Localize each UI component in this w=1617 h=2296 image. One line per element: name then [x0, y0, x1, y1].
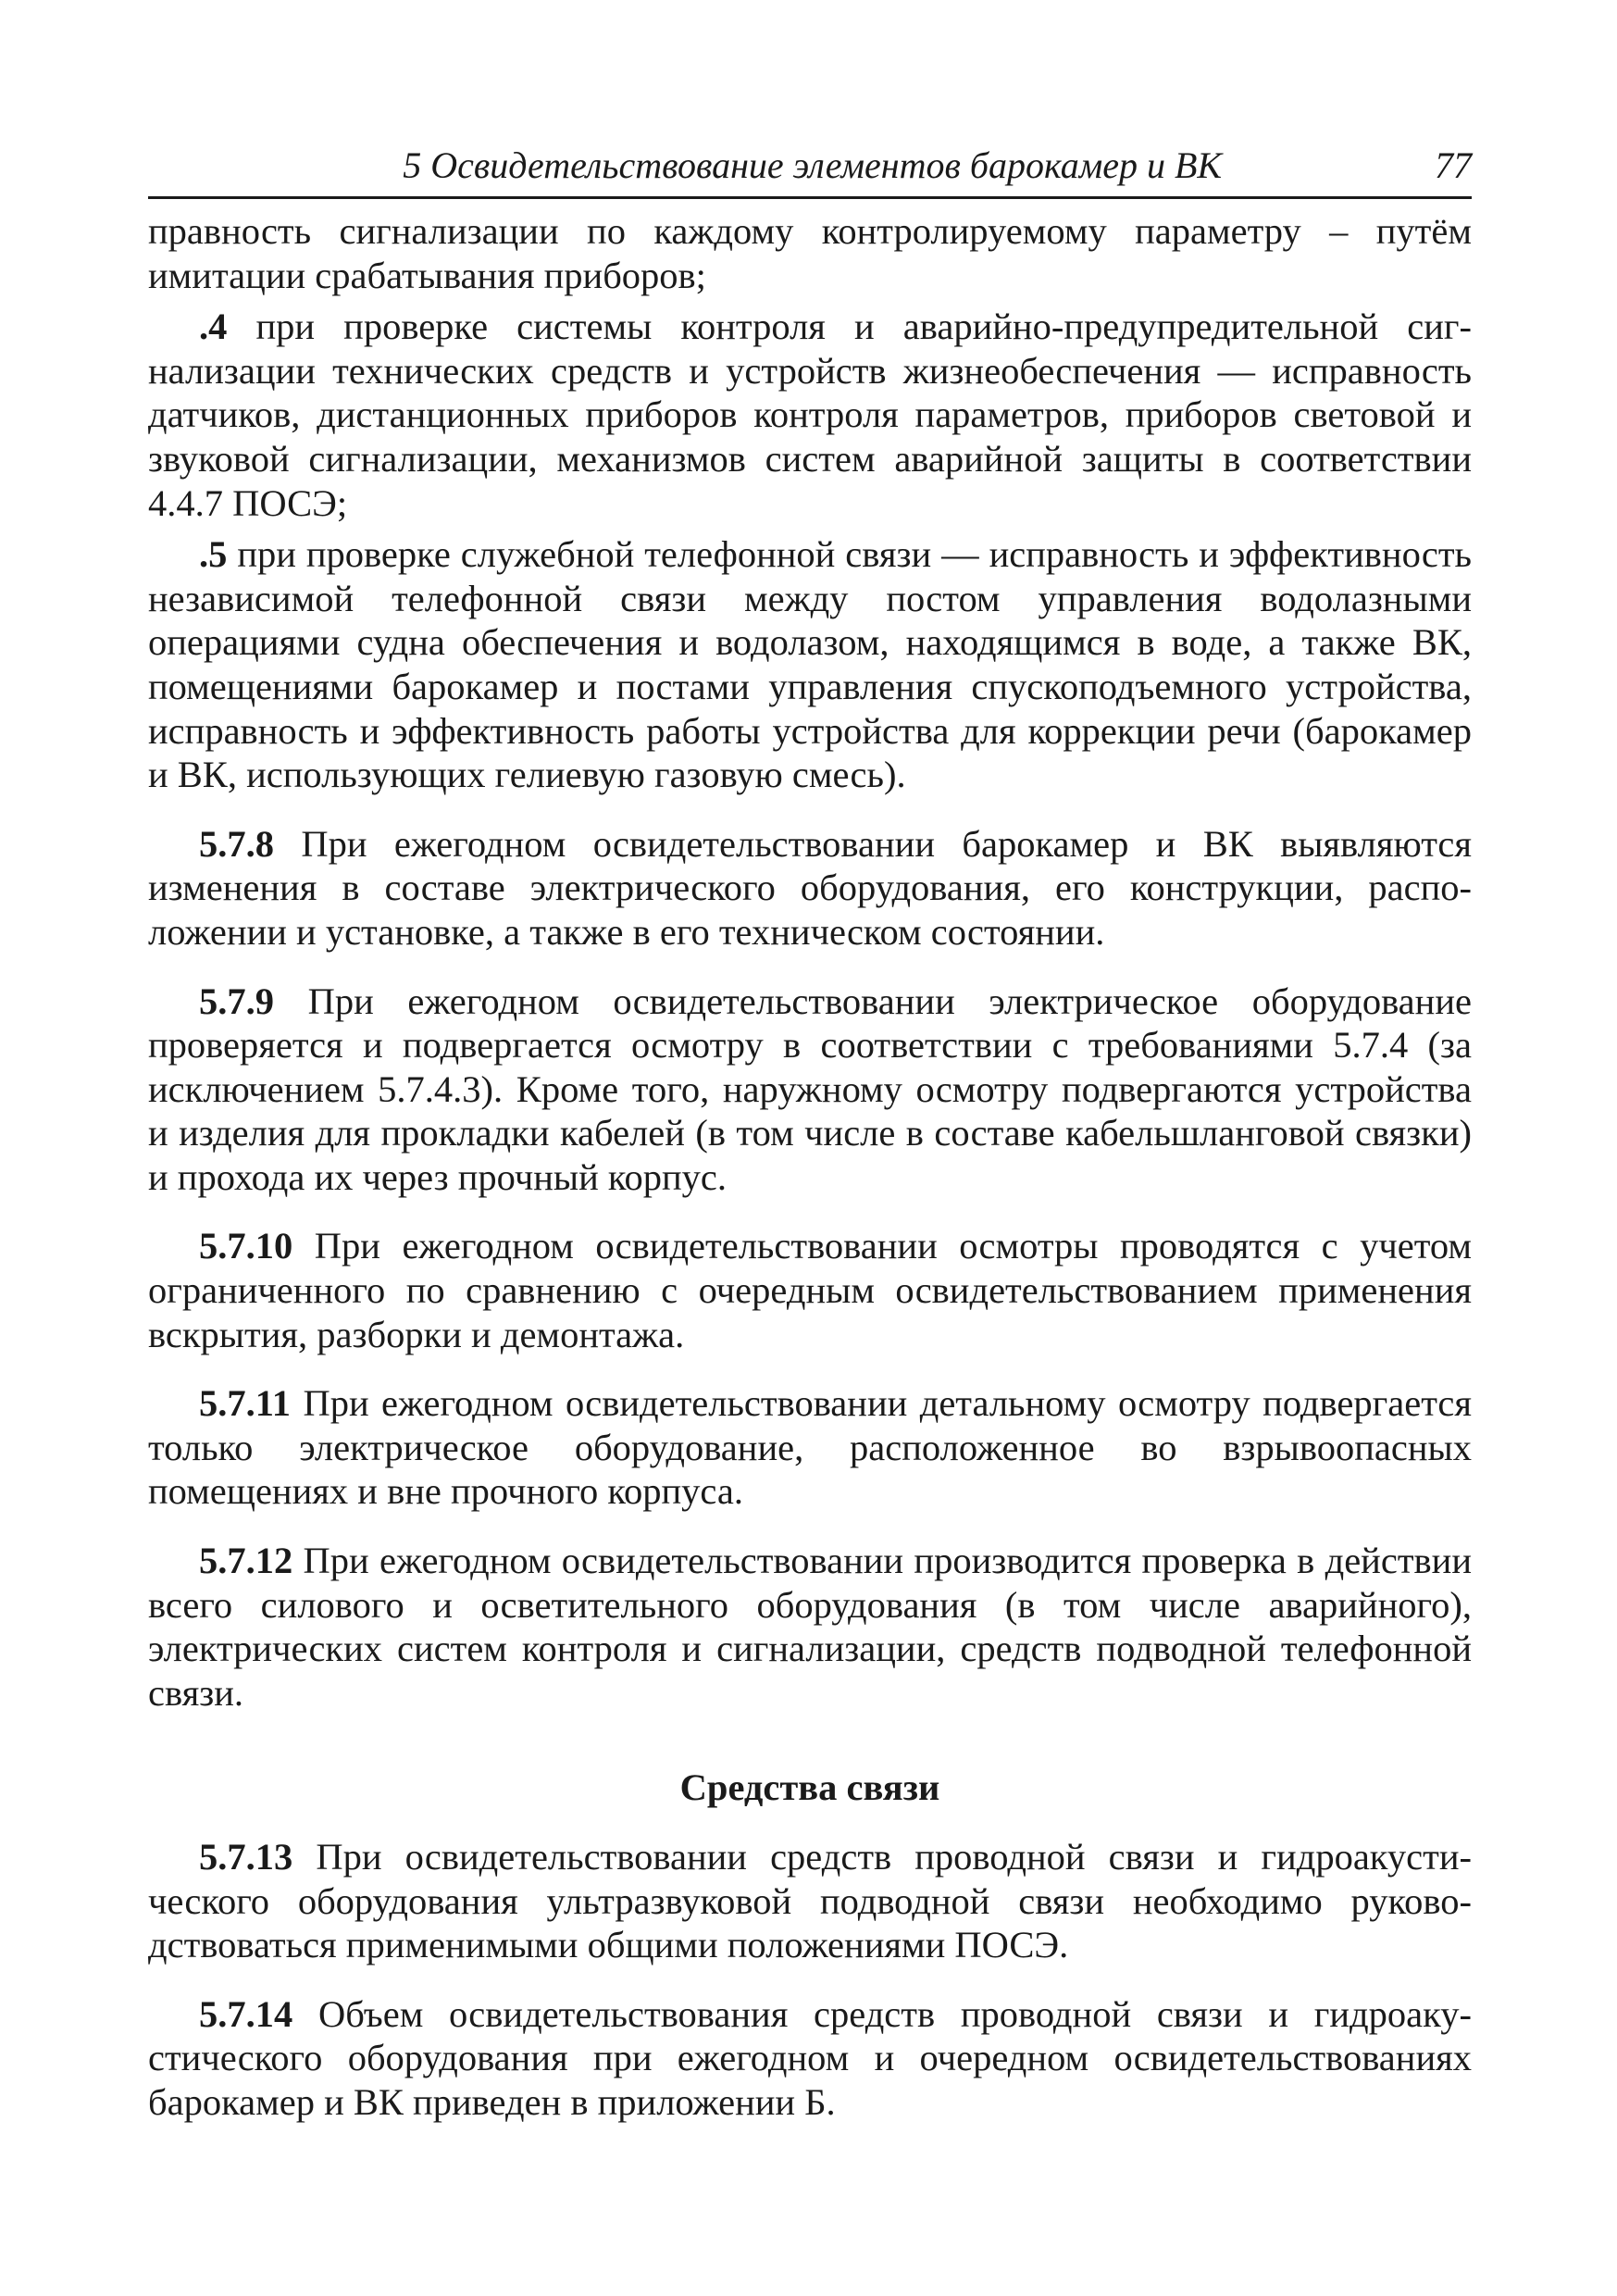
paragraph-5-7-9: 5.7.9 При ежегодном освидетельствовании электрическое оборудование проверяется и подвергается осмотру в соответствии с требованиями 5.7.4 (за исключением 5.7.4.3). Кроме того, наружному осмотру подвергаются устройства и изделия для прокладки кабелей (в том числе в составе кабельшланговой связки) и прохода их через прочный корпус. — [148, 980, 1472, 1198]
clause-number: 5.7.8 — [199, 822, 274, 865]
paragraph-5-7-8: 5.7.8 При ежегодном освидетельствовании барокамер и ВК выявляются изменения в составе электрического оборудования, его конструкции, расположении и установке, а также в его техническом состоянии. — [148, 822, 1472, 953]
paragraph-5-7-13: 5.7.13 При освидетельствовании средств проводной связи и гидроакустического оборудования ультразвуковой подводной связи необходимо руководствоваться применимыми общими положениями ПОСЭ. — [148, 1836, 1472, 1966]
running-header — [148, 139, 1472, 199]
clause-number: 5.7.12 — [199, 1540, 293, 1582]
paragraph-item-5: .5 при проверке служебной телефонной связи — исправность и эффективность независимой телефонной связи между постом управления водолазными операциями судна обеспечения и водолазом, находящимся в воде, а также ВК, помещениями барокамер и постами управления спускоподъемного устройства, исправность и эффективность работы устройства для коррекции речи (барокамер и ВК, использующих гелиевую газовую смесь). — [148, 533, 1472, 796]
section-heading: Средства связи — [679, 1766, 940, 1809]
clause-number: 5.7.11 — [199, 1382, 292, 1425]
clause-number: 5.7.13 — [199, 1836, 293, 1878]
paragraph-5-7-12: 5.7.12 При ежегодном освидетельствовании производится проверка в действии всего силового и осветительного оборудования (в том числе аварийного), электрических систем контроля и сигнализации, средств подводной телефонной связи. — [148, 1540, 1472, 1714]
clause-number: 5.7.14 — [199, 1992, 293, 2035]
paragraph-5-7-14: 5.7.14 Объем освидетельствования средств проводной связи и гидроакустического оборудования при ежегодном и очередном освидетельствованиях барокамер и ВК приведен в приложении Б. — [148, 1992, 1472, 2123]
item-number: .5 — [199, 533, 228, 576]
item-number: .4 — [199, 306, 228, 348]
document-body — [148, 209, 1472, 2125]
header-title: 5 Освидетельствование элементов барокамер и ВК — [403, 144, 1222, 186]
clause-number: 5.7.10 — [199, 1225, 293, 1267]
paragraph-5-7-10: 5.7.10 При ежегодном освидетельствовании осмотры проводятся с учетом ограниченного по сравнению с очередным освидетельствованием применения вскрытия, разборки и демонтажа. — [148, 1225, 1472, 1355]
clause-number: 5.7.9 — [199, 980, 274, 1022]
paragraph-5-7-11: 5.7.11 При ежегодном освидетельствовании детальному осмотру подвергается только электрическое оборудование, расположенное во взрывоопасных помещениях и вне прочного корпуса. — [148, 1382, 1472, 1513]
paragraph-continuation: правность сигнализации по каждому контролируемому параметру – путём имитации срабатывания приборов; — [148, 210, 1472, 296]
page-number: 77 — [1435, 144, 1472, 186]
paragraph-item-4: .4 при проверке системы контроля и аварийно-предупредительной сигнализации технических средств и устройств жизнеобеспечения — исправность датчиков, дистанционных приборов контроля параметров, приборов световой и звуковой сигнализации, механизмов систем аварийной защиты в соответствии 4.4.7 ПОСЭ; — [148, 306, 1472, 524]
